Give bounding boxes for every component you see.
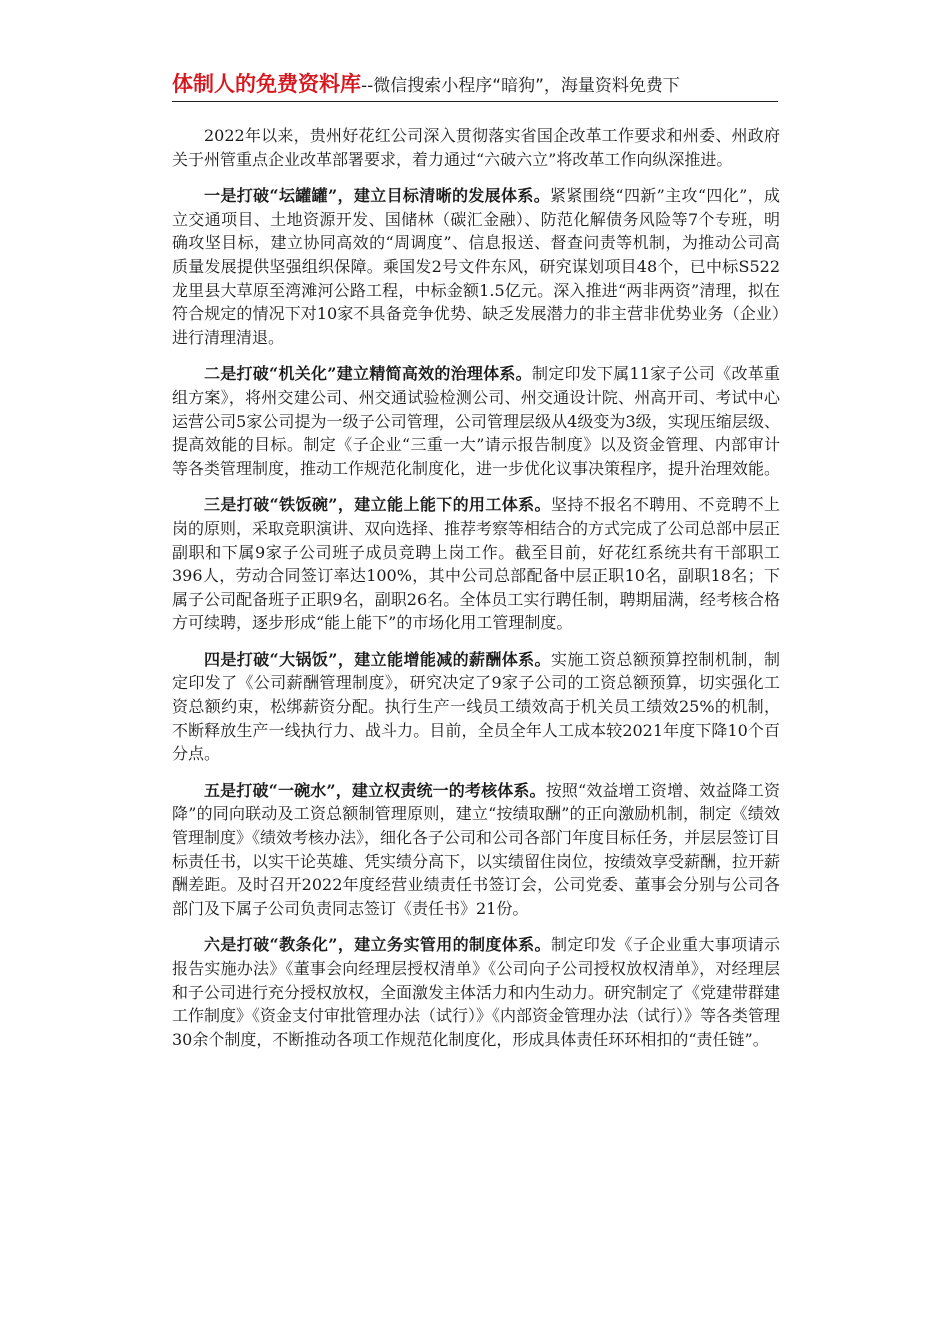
header-brand: 体制人的免费资料库 — [172, 72, 361, 96]
paragraph-lead: 三是打破“铁饭碗”，建立能上能下的用工体系。 — [204, 495, 551, 515]
paragraph-5 — [172, 779, 780, 921]
paragraph-text: 制定印发下属11家子公司《改革重组方案》，将州交建公司、州交通试验检测公司、州交通设计院、州高开司、考试中心运营公司5家公司提为一级子公司管理，公司管理层级从4级变为3级，实现压缩层级、提高效能的目标。制定《子企业“三重一大”请示报告制度》以及资金管理、内部审计等各类管理制度，推动工作规范化制度化，进一步优化议事决策程序，提升治理效能。 — [172, 364, 781, 478]
page-header — [172, 68, 778, 102]
paragraph-text: 实施工资总额预算控制机制，制定印发了《公司薪酬管理制度》，研究决定了9家子公司的工资总额预算，切实强化工资总额约束，松绑薪资分配。执行生产一线员工绩效高于机关员工绩效25%的机制，不断释放生产一线执行力、战斗力。目前，全员全年人工成本较2021年度下降10个百分点。 — [172, 649, 780, 764]
header-slogan: --微信搜索小程序“暗狗”，海量资料免费下 — [361, 76, 680, 96]
paragraph-2 — [172, 362, 780, 480]
paragraph-6 — [172, 933, 780, 1051]
paragraph-3 — [172, 493, 780, 635]
paragraph-4 — [172, 648, 780, 766]
paragraph-lead: 六是打破“教条化”，建立务实管用的制度体系。 — [204, 935, 551, 955]
paragraph-lead: 五是打破“一碗水”，建立权责统一的考核体系。 — [204, 780, 546, 800]
paragraph-text: 制定印发《子企业重大事项请示报告实施办法》《董事会向经理层授权清单》《公司向子公司授权放权清单》，对经理层和子公司进行充分授权放权，全面激发主体活力和内生动力。研究制定了《党建带群建工作制度》《资金支付审批管理办法（试行）》《内部资金管理办法（试行）》等各类管理30余个制度，不断推动各项工作规范化制度化，形成具体责任环环相扣的“责任链”。 — [172, 935, 781, 1049]
paragraph-text: 紧紧围绕“四新”主攻“四化”，成立交通项目、土地资源开发、国储林（碳汇金融）、防范化解债务风险等7个专班，明确攻坚目标，建立协同高效的“周调度”、信息报送、督查问责等机制，为推动公司高质量发展提供坚强组织保障。乘国发2号文件东风，研究谋划项目48个，已中标S522龙里县大草原至湾滩河公路工程，中标金额1.5亿元。深入推进“两非两资”清理，拟在符合规定的情况下对10家不具备竞争优势、缺乏发展潜力的非主营非优势业务（企业）进行清理清退。 — [172, 186, 780, 347]
intro-paragraph — [172, 124, 780, 171]
paragraph-text: 坚持不报名不聘用、不竞聘不上岗的原则，采取竞职演讲、双向选择、推荐考察等相结合的方式完成了公司总部中层正副职和下属9家子公司班子成员竞聘上岗工作。截至目前，好花红系统共有干部职工396人，劳动合同签订率达100%，其中公司总部配备中层正职10名，副职18名；下属子公司配备班子正职9名，副职26名。全体员工实行聘任制，聘期届满，经考核合格方可续聘，逐步形成“能上能下”的市场化用工管理制度。 — [172, 495, 781, 633]
paragraph-lead: 一是打破“坛罐罐”，建立目标清晰的发展体系。 — [204, 186, 551, 206]
paragraph-text: 2022年以来，贵州好花红公司深入贯彻落实省国企改革工作要求和州委、州政府关于州管重点企业改革部署要求，着力通过“六破六立”将改革工作向纵深推进。 — [172, 126, 780, 169]
paragraph-text: 按照“效益增工资增、效益降工资降”的同向联动及工资总额制管理原则，建立“按绩取酬”的正向激励机制，制定《绩效管理制度》《绩效考核办法》，细化各子公司和公司各部门年度目标任务，并层层签订目标责任书，以实干论英雄、凭实绩分高下，以实绩留住岗位，按绩效享受薪酬，拉开薪酬差距。及时召开2022年度经营业绩责任书签订会，公司党委、董事会分别与公司各部门及下属子公司负责同志签订《责任书》21份。 — [172, 780, 781, 918]
paragraph-lead: 四是打破“大锅饭”，建立能增能减的薪酬体系。 — [204, 649, 551, 669]
paragraph-1 — [172, 184, 780, 349]
article-body — [172, 124, 780, 1064]
paragraph-lead: 二是打破“机关化”建立精简高效的治理体系。 — [204, 364, 532, 384]
